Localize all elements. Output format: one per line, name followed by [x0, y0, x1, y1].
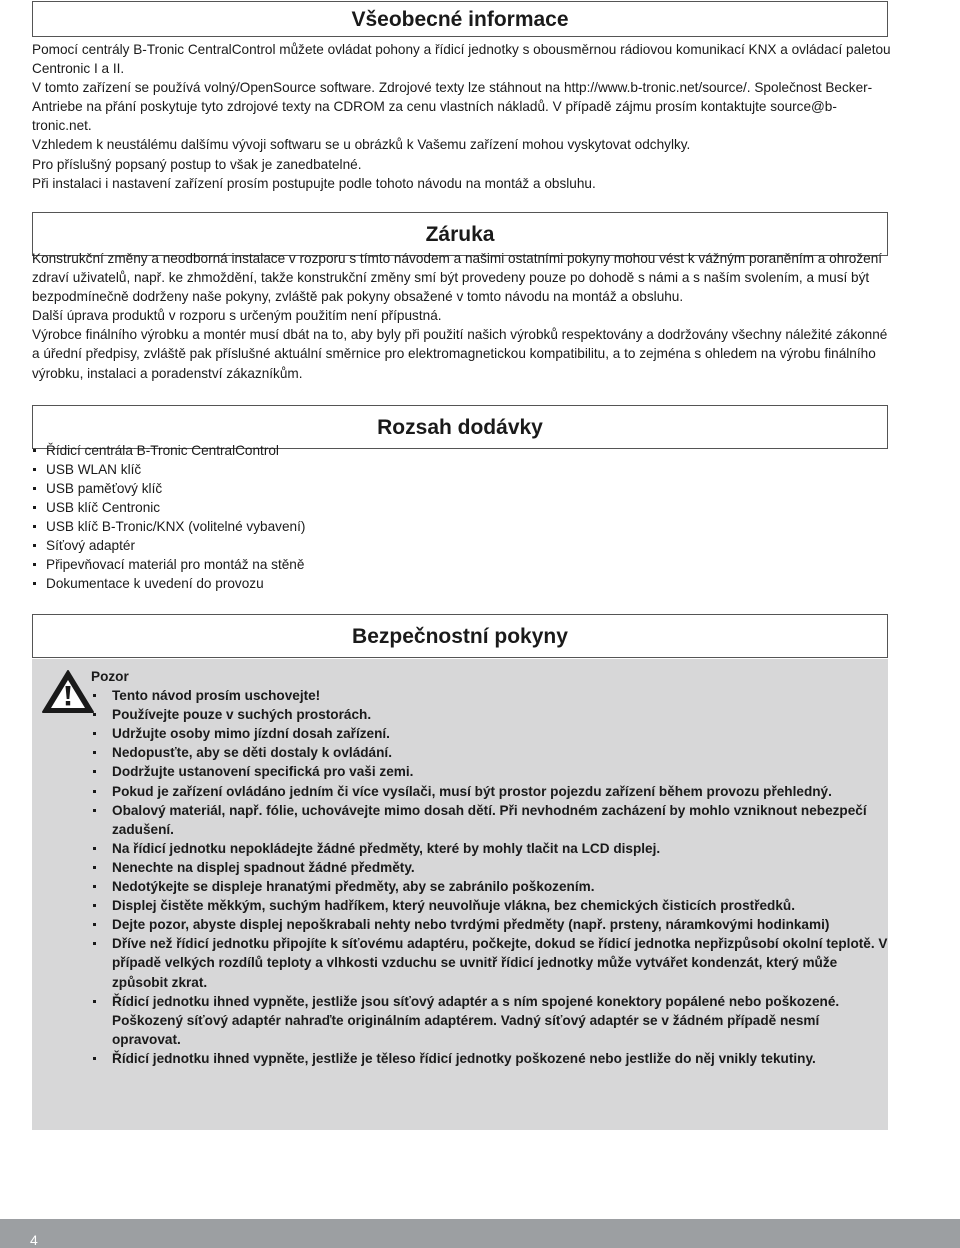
warning-label: Pozor [91, 669, 129, 684]
warning-triangle-icon [40, 667, 96, 715]
warning-content [91, 667, 891, 1068]
safety-item: Řídicí jednotku ihned vypněte, jestliže jsou síťový adaptér a s ním spojené konektory popálené nebo poškozené. Poškozený síťový adaptér nahraďte originálním adaptérem. Vadný síťový adaptér se v žádném případě nesmí opravovat. [91, 992, 891, 1049]
paragraph: Pomocí centrály B-Tronic CentralControl můžete ovládat pohony a řídicí jednotky s obousměrnou rádiovou komunikací KNX a ovládací paletou Centronic I a II. [32, 42, 891, 77]
safety-item: Dodržujte ustanovení specifická pro vaši zemi. [91, 762, 891, 781]
safety-item: Nenechte na displej spadnout žádné předměty. [91, 858, 891, 877]
list-item: USB paměťový klíč [32, 479, 892, 498]
safety-item: Dejte pozor, abyste displej nepoškrabali nehty nebo tvrdými předměty (např. prsteny, náramkovými hodinkami) [91, 915, 891, 934]
paragraph: Při instalaci i nastavení zařízení prosím postupujte podle tohoto návodu na montáž a obsluhu. [32, 175, 596, 191]
delivery-list [32, 441, 892, 593]
safety-item: Řídicí jednotku ihned vypněte, jestliže je těleso řídicí jednotky poškozené nebo jestliže do něj vnikly tekutiny. [91, 1049, 891, 1068]
safety-item: Nedotýkejte se displeje hranatými předměty, aby se zabránilo poškozením. [91, 877, 891, 896]
list-item: Připevňovací materiál pro montáž na stěně [32, 555, 892, 574]
safety-list [91, 686, 891, 1068]
warning-box [32, 659, 888, 1130]
safety-item: Displej čistěte měkkým, suchým hadříkem, který neuvolňuje vlákna, bez chemických čisticích prostředků. [91, 896, 891, 915]
paragraph: Vzhledem k neustálému dalšímu vývoji softwaru se u obrázků k Vašemu zařízení mohou vyskytovat odchylky. [32, 137, 691, 153]
paragraph: Pro příslušný popsaný postup to však je zanedbatelné. [32, 156, 362, 172]
delivery-title: Rozsah dodávky [32, 405, 888, 449]
list-item: Dokumentace k uvedení do provozu [32, 574, 892, 593]
paragraph: Konstrukční změny a neodborná instalace v rozporu s tímto návodem a našimi ostatními pokyny mohou vést k vážným poraněním a ohrožení zdraví uživatelů, např. ke zhmoždění, takže konstrukční změny smí být provedeny pouze po dohodě s námi a s naším svolením, a musí být bezpodmínečně dodrženy naše pokyny, zvláště pak pokyny obsažené v tomto návodu na montáž a obsluhu. [32, 251, 883, 305]
safety-item: Používejte pouze v suchých prostorách. [91, 705, 891, 724]
general-info-title: Všeobecné informace [32, 1, 888, 37]
safety-item: Tento návod prosím uschovejte! [91, 686, 891, 705]
list-item: Síťový adaptér [32, 536, 892, 555]
list-item: USB klíč B-Tronic/KNX (volitelné vybavení) [32, 517, 892, 536]
safety-item: Na řídicí jednotku nepokládejte žádné předměty, které by mohly tlačit na LCD displej. [91, 839, 891, 858]
safety-item: Pokud je zařízení ovládáno jedním či více vysílači, musí být prostor pojezdu zařízení během provozu přehledný. [91, 782, 891, 801]
page-number: 4 [30, 1232, 38, 1248]
safety-item: Udržujte osoby mimo jízdní dosah zařízení. [91, 724, 891, 743]
general-info-text [32, 40, 894, 193]
paragraph: Výrobce finálního výrobku a montér musí dbát na to, aby byly při použití našich výrobků respektovány a dodržovány všechny náležité zákonné a úřední předpisy, zvláště pak příslušné aktuální směrnice pro elektromagnetickou kompatibilitu, a to zejména s ohledem na výrobu finálního výrobku, instalaci a poradenství zákazníkům. [32, 327, 888, 381]
warranty-text [32, 249, 894, 383]
list-item: Řídicí centrála B-Tronic CentralControl [32, 441, 892, 460]
warranty-title: Záruka [32, 212, 888, 256]
list-item: USB WLAN klíč [32, 460, 892, 479]
paragraph: Další úprava produktů v rozporu s určeným použitím není přípustná. [32, 308, 442, 324]
safety-title: Bezpečnostní pokyny [32, 614, 888, 658]
list-item: USB klíč Centronic [32, 498, 892, 517]
safety-item: Obalový materiál, např. fólie, uchovávejte mimo dosah dětí. Při nevhodném zacházení by mohlo vzniknout nebezpečí zadušení. [91, 801, 891, 839]
footer-bar [0, 1219, 960, 1248]
safety-item: Nedopusťte, aby se děti dostaly k ovládání. [91, 743, 891, 762]
paragraph: V tomto zařízení se používá volný/OpenSource software. Zdrojové texty lze stáhnout na http://www.b-tronic.net/source/. Společnost Becker-Antriebe na přání poskytuje tyto zdrojové texty na CDROM za cenu vlastních nákladů. V případě zájmu prosím kontaktujte source@b-tronic.net. [32, 80, 873, 134]
safety-item: Dříve než řídicí jednotku připojíte k síťovému adaptéru, počkejte, dokud se řídicí jednotka nepřizpůsobí okolní teplotě. V případě velkých rozdílů teploty a vlhkosti vzduchu se uvnitř řídicí jednotky může vytvářet kondenzát, který může způsobit zkrat. [91, 934, 891, 991]
